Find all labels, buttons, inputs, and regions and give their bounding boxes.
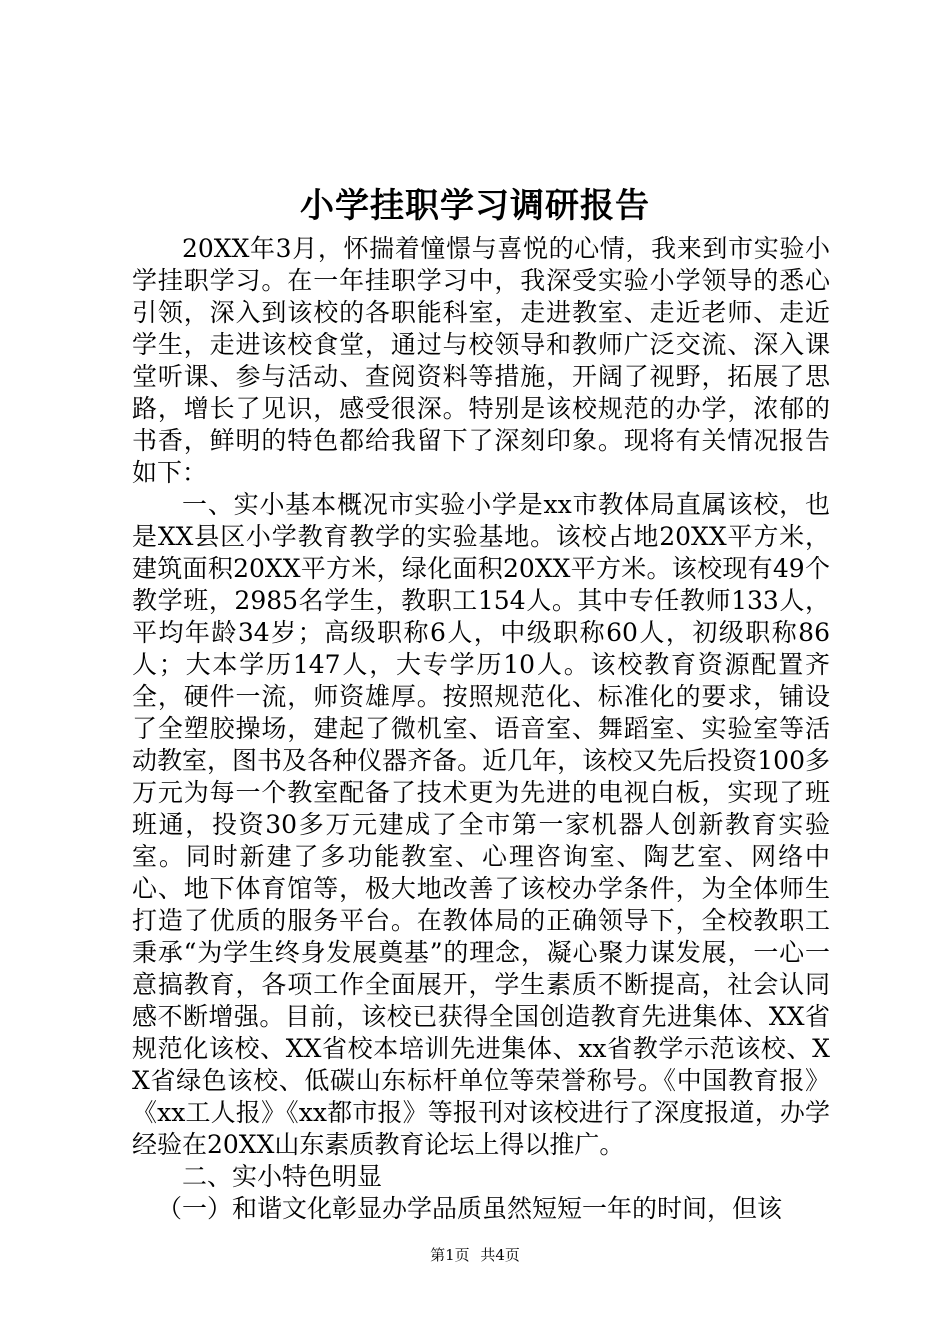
document-body xyxy=(132,233,830,1225)
paragraph-section-2-heading: 二、实小特色明显 xyxy=(182,1162,383,1191)
paragraph-section-2-1: （一）和谐文化彰显办学品质虽然短短一年的时间，但该 xyxy=(157,1194,783,1223)
page-footer xyxy=(0,1245,950,1265)
paragraph-intro: 20XX年3月，怀揣着憧憬与喜悦的心情，我来到市实验小学挂职学习。在一年挂职学习中，我深受实验小学领导的悉心引领，深入到该校的各职能科室，走进教室、走近老师、走近学生，走进该校食堂，通过与校领导和教师广泛交流、深入课堂听课、参与活动、查阅资料等措施，开阔了视野，拓展了思路，增长了见识，感受很深。特别是该校规范的办学，浓郁的书香，鲜明的特色都给我留下了深刻印象。现将有关情况报告如下： xyxy=(132,234,830,487)
paragraph-section-1: 一、实小基本概况市实验小学是xx市教体局直属该校，也是XX县区小学教育教学的实验基地。该校占地20XX平方米，建筑面积20XX平方米，绿化面积20XX平方米。该校现有49个教学班，2985名学生，教职工154人。其中专任教师133人，平均年龄34岁；高级职称6人，中级职称60人，初级职称86人；大本学历147人，大专学历10人。该校教育资源配置齐全，硬件一流，师资雄厚。按照规范化、标准化的要求，铺设了全塑胶操场，建起了微机室、语音室、舞蹈室、实验室等活动教室，图书及各种仪器齐备。近几年，该校又先后投资100多万元为每一个教室配备了技术更为先进的电视白板，实现了班班通，投资30多万元建成了全市第一家机器人创新教育实验室。同时新建了多功能教室、心理咨询室、陶艺室、网络中心、地下体育馆等，极大地改善了该校办学条件，为全体师生打造了优质的服务平台。在教体局的正确领导下，全校教职工秉承“为学生终身发展奠基”的理念，凝心聚力谋发展，一心一意搞教育，各项工作全面展开，学生素质不断提高，社会认同感不断增强。目前，该校已获得全国创造教育先进集体、XX省规范化该校、XX省校本培训先进集体、xx省教学示范该校、XX省绿色该校、低碳山东标杆单位等荣誉称号。《中国教育报》《xx工人报》《xx都市报》等报刊对该校进行了深度报道，办学经验在20XX山东素质教育论坛上得以推广。 xyxy=(132,490,830,1159)
document-title: 小学挂职学习调研报告 xyxy=(300,186,650,226)
page-total: 共4页 xyxy=(480,1246,520,1264)
page-number: 第1页 xyxy=(430,1246,470,1264)
